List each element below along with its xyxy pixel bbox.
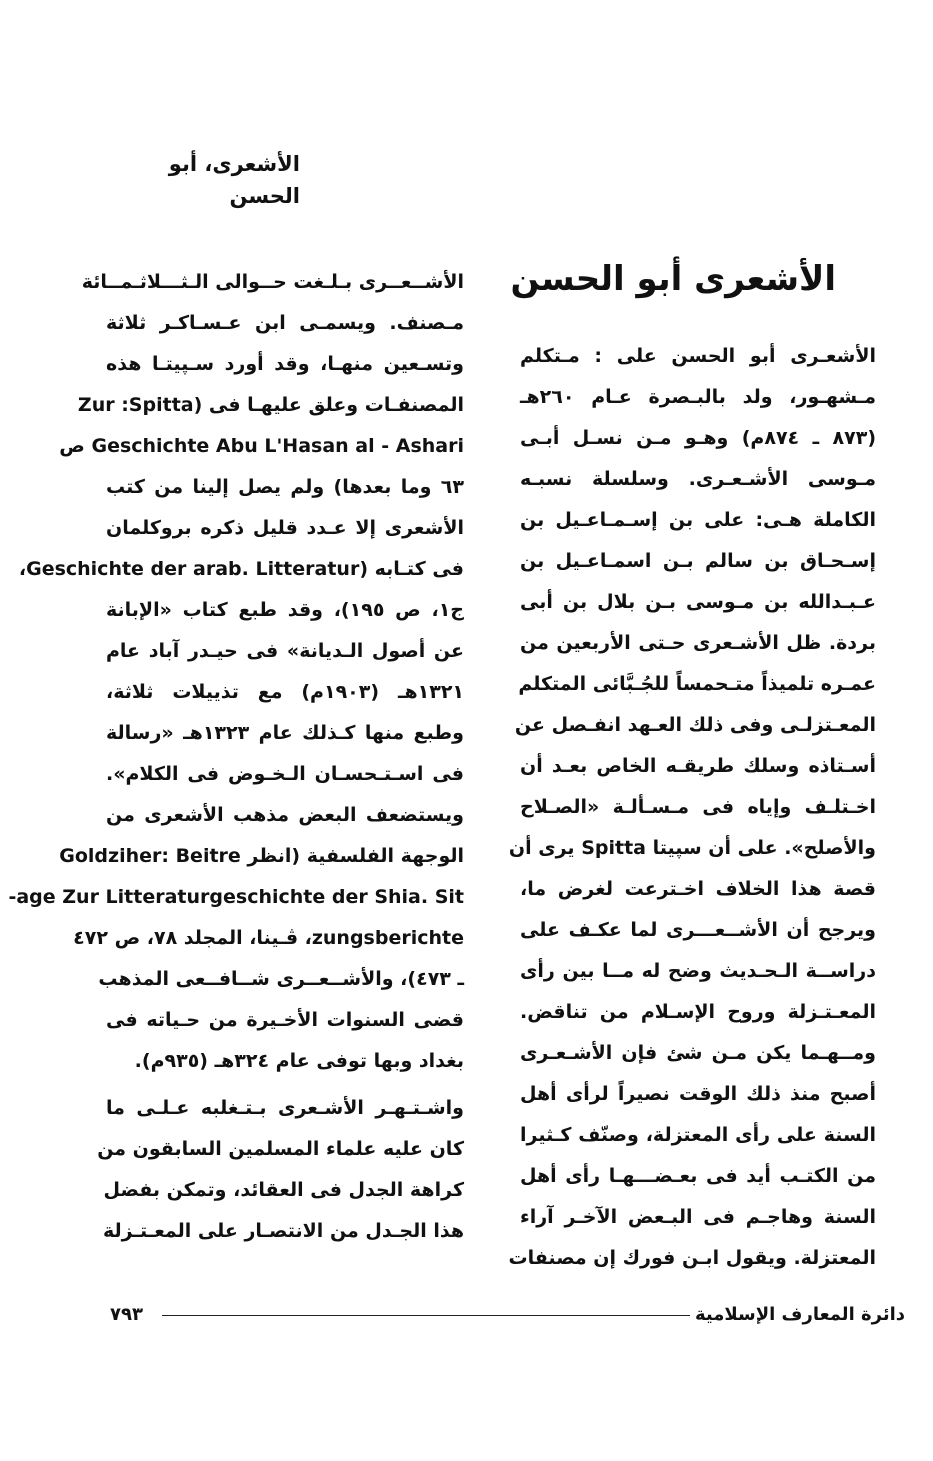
text-line: الكاملة هـى: على بن إسـمـاعـيل بن (520, 509, 876, 531)
text-line: مـوسى الأشـعـرى. وسلسلة نسبـه (520, 468, 876, 490)
text-line: المعـتزلـى وفى ذلك العـهد انفـصل عن (514, 714, 876, 736)
text-line: من الكتـب أيد فى بعـضـــهـا رأى أهل (520, 1165, 876, 1187)
text-line: فى كتـابه (Geschichte der arab. Litteratur، (18, 558, 464, 580)
left-text-column (8, 262, 465, 1252)
text-line: ج١، ص ١٩٥)، وقد طبع كتاب «الإبانة (106, 599, 464, 621)
text-line: اخـتلـف وإياه فى مـسـألـة «الصـلاح (520, 796, 876, 818)
text-line: ١٣٢١هـ (١٩٠٣م) مع تذييلات ثلاثة، (106, 681, 465, 703)
text-line: هذا الجـدل من الانتصـار على المعـتـزلة (102, 1220, 464, 1242)
text-line: أسـتاذه وسلك طريقـه الخاص بعـد أن (520, 755, 876, 777)
text-line: zungsberichte، ڤـينا، المجلد ٧٨، ص ٤٧٢ (73, 927, 464, 949)
page-footer (110, 1300, 905, 1330)
text-line: المصنفـات وعلق عليهـا فى (Zur :Spitta (77, 394, 464, 416)
article-title: الأشعرى أبو الحسن (510, 259, 836, 299)
text-line: ويستضعف البعض مذهب الأشعرى من (106, 804, 464, 826)
text-line: المعتزلة. ويقول ابـن فورك إن مصنفات (508, 1247, 876, 1269)
text-line: ـ ٤٧٣)، والأشــعــرى شــافــعى المذهب (98, 968, 464, 990)
text-line: بردة. ظل الأشـعرى حـتى الأربعين من (520, 632, 876, 654)
text-line: ومــهـما يكن مـن شئ فإن الأشـعـرى (520, 1042, 876, 1064)
text-line: كان عليه علماء المسلمين السابقون من (97, 1138, 464, 1160)
text-line: ٦٣ وما بعدها) ولم يصل إلينا من كتب (106, 476, 464, 498)
text-line: المعـتـزلة وروح الإسـلام من تناقض. (520, 1001, 876, 1023)
text-line: مـشهـور، ولد بالبـصرة عـام ٢٦٠هـ (520, 386, 876, 408)
text-line: فى اسـتـحسـان الـخـوض فى الكلام». (106, 763, 464, 785)
text-line: عن أصول الـديانة» فى حيـدر آباد عام (106, 640, 464, 662)
footer-publication-name: دائرة المعارف الإسلامية (694, 1304, 905, 1325)
text-line: والأصلح». على أن سپيتا Spitta يرى أن (508, 837, 876, 859)
footer-rule (162, 1315, 690, 1316)
text-line: الوجهة الفلسفية (انظر Goldziher: Beitre (59, 845, 464, 867)
text-line: السنة وهاجـم فى البـعض الآخـر آراء (520, 1206, 876, 1228)
text-line: كراهة الجدل فى العقائد، وتمكن بفضل (103, 1179, 464, 1201)
text-line: بغداد وبها توفى عام ٣٢٤هـ (٩٣٥م). (134, 1050, 464, 1072)
text-line: age Zur Litteraturgeschichte der Shia. Sit- (8, 886, 464, 908)
text-line: مـصنف. ويسمـى ابن عـسـاكـر ثلاثة (106, 312, 464, 334)
right-text-column (508, 336, 876, 1279)
text-line: السنة على رأى المعتزلة، وصنّف كـثيرا (520, 1124, 876, 1146)
text-line: عمـره تلميذاً متـحمساً للجُـبَّائى المتكلم (518, 673, 876, 695)
text-line: وطبع منها كـذلك عام ١٣٢٣هـ «رسالة (106, 722, 464, 744)
text-line: الأشعـرى أبو الحسن على : مـتكلم (520, 345, 876, 367)
text-line: دراســة الـحـديث وضح له مــا بين رأى (520, 960, 876, 982)
text-line: ويرجح أن الأشــعـــرى لما عكـف على (520, 919, 876, 941)
page-number: ٧٩٣ (110, 1304, 143, 1325)
text-line: Geschichte Abu L'Hasan al - Ashari ص (59, 435, 464, 457)
text-line: أصبح منذ ذلك الوقت نصيراً لرأى أهل (520, 1083, 876, 1105)
text-line: وتسـعين منهـا، وقد أورد سـپيتـا هذه (106, 353, 464, 375)
running-header-title: الأشعرى، أبو الحسن (168, 152, 300, 208)
text-line: قصة هذا الخلاف اخـترعت لغرض ما، (520, 878, 876, 900)
text-line: (٨٧٣ ـ ٨٧٤م) وهـو مـن نسـل أبـى (520, 427, 876, 449)
text-line: قضى السنوات الأخـيرة من حـياته فى (106, 1009, 464, 1031)
text-line: عـبـدالله بن مـوسى بـن بلال بن أبى (520, 591, 876, 613)
text-line: الأشــعــرى بـلـغت حــوالى الـثـــلاثـمــائة (81, 271, 464, 293)
text-line: إسـحـاق بن سالم بـن اسمـاعـيل بن (520, 550, 876, 572)
text-line: الأشعرى إلا عـدد قليل ذكره بروكلمان (106, 517, 464, 539)
text-line: واشـتـهـر الأشـعرى بـتـغلبه عـلـى ما (106, 1097, 464, 1119)
